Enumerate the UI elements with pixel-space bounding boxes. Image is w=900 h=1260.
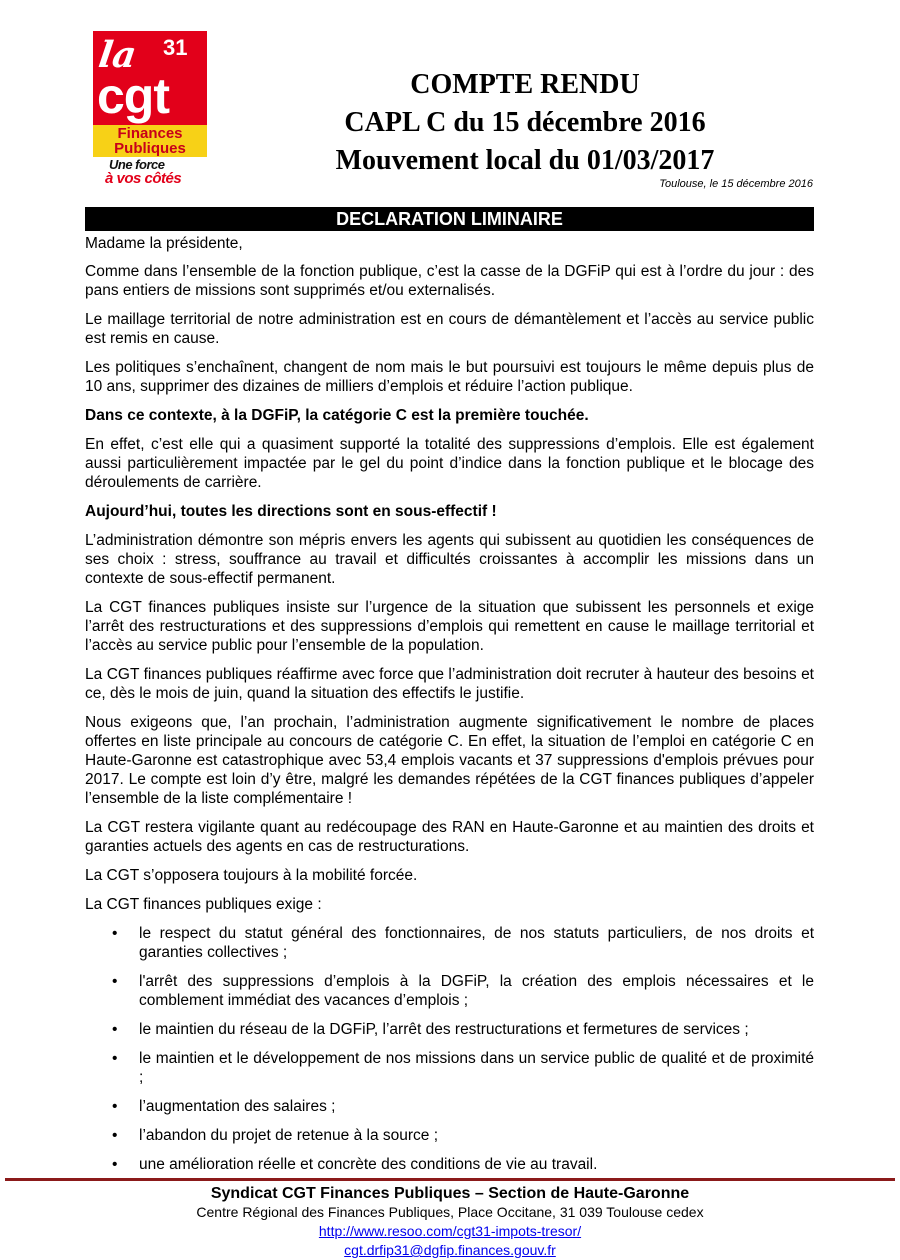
paragraph-1: Comme dans l’ensemble de la fonction publique, c’est la casse de la DGFiP qui est à l’ordre du jour : des pans entiers de missions sont supprimés et/ou externalisés. — [85, 263, 814, 299]
cgt-logo — [93, 31, 207, 188]
demand-text: l’augmentation des salaires ; — [139, 1098, 336, 1115]
paragraph-11: La CGT restera vigilante quant au redécoupage des RAN en Haute-Garonne et au maintien des droits et garanties actuels des agents en cas de restructurations. — [85, 819, 814, 855]
paragraph-10: Nous exigeons que, l’an prochain, l’administration augmente significativement le nombre de places offertes en liste principale au concours de catégorie C. En effet, la situation de l’emploi en catégorie C en Haute-Garonne est catastrophique avec 53,4 emplois vacants et 37 suppressions d'emplois prévues pour 2017. Le compte est loin d’y être, malgré les demandes répétées de la CGT finances publiques d’appeler l’ensemble de la liste complémentaire ! — [85, 714, 814, 807]
title-line-2: CAPL C du 15 décembre 2016 — [344, 107, 706, 138]
demand-text: une amélioration réelle et concrète des conditions de vie au travail. — [139, 1156, 598, 1173]
bullet-icon: • — [112, 1156, 118, 1173]
bullet-icon: • — [112, 973, 118, 990]
footer-website-link[interactable]: http://www.resoo.com/cgt31-impots-tresor/ — [318, 1223, 582, 1239]
logo-cgt-text: cgt — [97, 68, 169, 124]
logo-yellow-band — [93, 125, 207, 157]
logo-line2: Publiques — [114, 140, 186, 157]
bullet-icon: • — [112, 1021, 118, 1038]
logo-line1: Finances — [117, 125, 183, 142]
paragraph-7: L’administration démontre son mépris envers les agents qui subissent au quotidien les conséquences de ses choix : stress, souffrance au travail et difficultés croissantes à accomplir les missions dans un contexte de sous-effectif permanent. — [85, 532, 814, 587]
bullet-icon: • — [112, 925, 118, 942]
demand-text: le respect du statut général des fonctionnaires, de nos statuts particuliers, de nos droits et garanties collectives ; — [139, 925, 814, 961]
paragraph-2: Le maillage territorial de notre administration est en cours de démantèlement et l’accès au service public est remis en cause. — [85, 311, 814, 347]
footer-divider — [5, 1178, 895, 1181]
logo-tagline-2: à vos côtés — [105, 170, 182, 187]
demand-item — [85, 1155, 814, 1174]
logo-tagline-1: Une force — [109, 157, 165, 172]
paragraph-4: Dans ce contexte, à la DGFiP, la catégorie C est la première touchée. — [85, 407, 589, 424]
section-title-bar: DECLARATION LIMINAIRE — [85, 207, 814, 231]
demand-item — [85, 1126, 814, 1145]
demand-text: l'arrêt des suppressions d’emplois à la DGFiP, la création des emplois nécessaires et le comblement immédiat des vacances d’emplois ; — [139, 973, 814, 1009]
footer-organization: Syndicat CGT Finances Publiques – Section de Haute-Garonne — [210, 1185, 690, 1202]
paragraph-3: Les politiques s’enchaînent, changent de nom mais le but poursuivi est toujours le même depuis plus de 10 ans, supprimer des dizaines de milliers d’emplois et réduire l’action publique. — [85, 359, 814, 395]
logo-la-text: la — [96, 34, 139, 76]
logo-number: 31 — [163, 35, 188, 60]
greeting: Madame la présidente, — [85, 235, 243, 252]
bullet-icon: • — [112, 1098, 118, 1115]
demand-item — [85, 1049, 814, 1087]
paragraph-8: La CGT finances publiques insiste sur l’urgence de la situation que subissent les personnels et exige l’arrêt des restructurations et des suppressions d’emplois qui remettent en cause le maillage territorial et l’accès au service public pour l’ensemble de la population. — [85, 599, 814, 654]
document-title — [215, 66, 835, 180]
demand-text: le maintien du réseau de la DGFiP, l’arrêt des restructurations et fermetures de services ; — [139, 1021, 749, 1038]
demand-item — [85, 1097, 814, 1116]
demand-item — [85, 924, 814, 962]
demand-item — [85, 972, 814, 1010]
footer — [0, 1184, 900, 1260]
paragraph-12: La CGT s’opposera toujours à la mobilité forcée. — [85, 867, 418, 884]
declaration-body — [85, 234, 814, 1184]
paragraph-13: La CGT finances publiques exige : — [85, 896, 322, 913]
document-date: Toulouse, le 15 décembre 2016 — [659, 178, 813, 190]
demand-item — [85, 1020, 814, 1039]
paragraph-9: La CGT finances publiques réaffirme avec force que l’administration doit recruter à hauteur des besoins et ce, dès le mois de juin, quand la situation des effectifs le justifie. — [85, 666, 814, 702]
title-line-3: Mouvement local du 01/03/2017 — [335, 145, 715, 176]
paragraph-5: En effet, c’est elle qui a quasiment supporté la totalité des suppressions d’emplois. Elle est également aussi particulièrement impactée par le gel du point d’indice dans la fonction publique et le blocage des déroulements de carrière. — [85, 436, 814, 491]
bullet-icon: • — [112, 1050, 118, 1067]
paragraph-6: Aujourd’hui, toutes les directions sont en sous-effectif ! — [85, 503, 497, 520]
footer-address: Centre Régional des Finances Publiques, Place Occitane, 31 039 Toulouse cedex — [196, 1204, 704, 1220]
demands-list — [85, 924, 814, 1174]
title-line-1: COMPTE RENDU — [410, 69, 640, 100]
footer-email-link[interactable]: cgt.drfip31@dgfip.finances.gouv.fr — [344, 1242, 556, 1258]
bullet-icon: • — [112, 1127, 118, 1144]
demand-text: l’abandon du projet de retenue à la source ; — [139, 1127, 439, 1144]
demand-text: le maintien et le développement de nos missions dans un service public de qualité et de proximité ; — [139, 1050, 814, 1086]
